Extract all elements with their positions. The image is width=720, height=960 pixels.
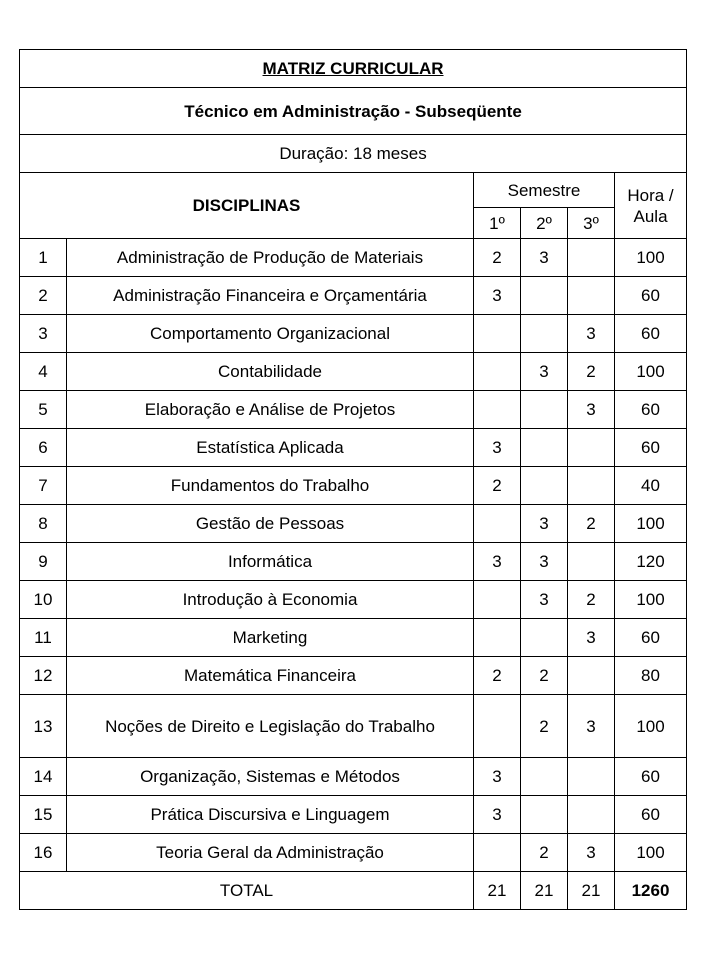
semester-2-hours: 3 [521, 505, 568, 543]
table-row [20, 543, 687, 581]
discipline-number: 3 [20, 315, 67, 353]
total-class-hours: 60 [615, 315, 687, 353]
total-class-hours: 100 [615, 581, 687, 619]
discipline-number: 7 [20, 467, 67, 505]
discipline-number: 14 [20, 758, 67, 796]
semester-2-hours [521, 391, 568, 429]
discipline-name: Gestão de Pessoas [67, 505, 474, 543]
total-class-hours: 60 [615, 758, 687, 796]
discipline-number: 13 [20, 695, 67, 758]
semester-3-hours: 2 [568, 581, 615, 619]
semester-1-hours: 2 [474, 657, 521, 695]
semester-1-hours [474, 695, 521, 758]
discipline-name: Estatística Aplicada [67, 429, 474, 467]
semester-3-hours: 2 [568, 353, 615, 391]
semester-2-hours: 3 [521, 239, 568, 277]
discipline-number: 6 [20, 429, 67, 467]
semester-3-hours: 3 [568, 619, 615, 657]
discipline-number: 15 [20, 796, 67, 834]
discipline-name: Teoria Geral da Administração [67, 834, 474, 872]
disciplines-header: DISCIPLINAS [20, 173, 474, 239]
duration-row [20, 135, 687, 173]
table-row [20, 581, 687, 619]
total-semester-2: 21 [521, 872, 568, 910]
discipline-name: Administração de Produção de Materiais [67, 239, 474, 277]
semester-1-hours [474, 834, 521, 872]
total-label: TOTAL [20, 872, 474, 910]
discipline-number: 16 [20, 834, 67, 872]
semester-1-hours [474, 391, 521, 429]
total-class-hours: 100 [615, 239, 687, 277]
semester-2-hours [521, 467, 568, 505]
total-semester-3: 21 [568, 872, 615, 910]
table-row [20, 796, 687, 834]
table-row [20, 758, 687, 796]
discipline-number: 12 [20, 657, 67, 695]
discipline-name: Matemática Financeira [67, 657, 474, 695]
semester-1-hours: 3 [474, 277, 521, 315]
semester-3-hours [568, 796, 615, 834]
semester-2-header: 2º [521, 208, 568, 239]
title-row [20, 50, 687, 88]
semester-2-hours: 2 [521, 834, 568, 872]
discipline-name: Contabilidade [67, 353, 474, 391]
table-row [20, 619, 687, 657]
semester-1-hours: 3 [474, 796, 521, 834]
semester-2-hours [521, 277, 568, 315]
total-class-hours: 60 [615, 429, 687, 467]
discipline-name: Fundamentos do Trabalho [67, 467, 474, 505]
semester-1-header: 1º [474, 208, 521, 239]
total-class-hours: 60 [615, 277, 687, 315]
total-class-hours: 60 [615, 619, 687, 657]
discipline-name: Informática [67, 543, 474, 581]
discipline-name: Administração Financeira e Orçamentária [67, 277, 474, 315]
table-row [20, 429, 687, 467]
semester-1-hours: 2 [474, 467, 521, 505]
semester-2-hours [521, 619, 568, 657]
semester-2-hours: 3 [521, 581, 568, 619]
total-row [20, 872, 687, 910]
curriculum-matrix-table [19, 49, 687, 910]
semester-1-hours [474, 581, 521, 619]
total-class-hours: 60 [615, 796, 687, 834]
total-class-hours: 100 [615, 695, 687, 758]
semester-3-hours: 3 [568, 315, 615, 353]
discipline-number: 11 [20, 619, 67, 657]
course-title: Técnico em Administração - Subseqüente [20, 88, 687, 135]
semester-2-hours: 2 [521, 695, 568, 758]
discipline-number: 2 [20, 277, 67, 315]
semester-2-hours: 3 [521, 353, 568, 391]
semester-1-hours: 3 [474, 429, 521, 467]
total-class-hours: 60 [615, 391, 687, 429]
discipline-number: 5 [20, 391, 67, 429]
total-hours: 1260 [615, 872, 687, 910]
semester-3-hours [568, 467, 615, 505]
total-class-hours: 100 [615, 505, 687, 543]
discipline-number: 8 [20, 505, 67, 543]
semester-1-hours [474, 353, 521, 391]
semester-3-header: 3º [568, 208, 615, 239]
discipline-name: Organização, Sistemas e Métodos [67, 758, 474, 796]
semester-2-hours [521, 429, 568, 467]
hours-header-label: Hora / Aula [627, 185, 674, 226]
semester-3-hours [568, 657, 615, 695]
semester-1-hours [474, 315, 521, 353]
table-row [20, 657, 687, 695]
total-class-hours: 100 [615, 353, 687, 391]
semester-header: Semestre [474, 173, 615, 208]
discipline-name: Marketing [67, 619, 474, 657]
header-row-top [20, 173, 687, 208]
table-row [20, 239, 687, 277]
semester-3-hours: 3 [568, 695, 615, 758]
semester-1-hours: 3 [474, 758, 521, 796]
total-class-hours: 80 [615, 657, 687, 695]
duration-text: Duração: 18 meses [20, 135, 687, 173]
semester-3-hours [568, 277, 615, 315]
table-row [20, 353, 687, 391]
semester-3-hours: 3 [568, 391, 615, 429]
semester-2-hours [521, 758, 568, 796]
semester-2-hours: 3 [521, 543, 568, 581]
semester-1-hours [474, 619, 521, 657]
semester-1-hours [474, 505, 521, 543]
discipline-number: 1 [20, 239, 67, 277]
total-class-hours: 120 [615, 543, 687, 581]
semester-2-hours [521, 796, 568, 834]
semester-3-hours [568, 543, 615, 581]
discipline-name: Prática Discursiva e Linguagem [67, 796, 474, 834]
discipline-number: 9 [20, 543, 67, 581]
table-row [20, 834, 687, 872]
discipline-name: Elaboração e Análise de Projetos [67, 391, 474, 429]
semester-3-hours [568, 429, 615, 467]
course-row [20, 88, 687, 135]
semester-1-hours: 3 [474, 543, 521, 581]
discipline-name: Comportamento Organizacional [67, 315, 474, 353]
hours-header [615, 173, 687, 239]
semester-2-hours: 2 [521, 657, 568, 695]
semester-3-hours [568, 758, 615, 796]
table-row [20, 391, 687, 429]
semester-2-hours [521, 315, 568, 353]
total-semester-1: 21 [474, 872, 521, 910]
discipline-number: 10 [20, 581, 67, 619]
document-title: MATRIZ CURRICULAR [20, 50, 687, 88]
discipline-number: 4 [20, 353, 67, 391]
semester-3-hours [568, 239, 615, 277]
discipline-name: Introdução à Economia [67, 581, 474, 619]
table-row [20, 315, 687, 353]
total-class-hours: 40 [615, 467, 687, 505]
semester-3-hours: 3 [568, 834, 615, 872]
table-row [20, 277, 687, 315]
table-row [20, 505, 687, 543]
total-class-hours: 100 [615, 834, 687, 872]
semester-1-hours: 2 [474, 239, 521, 277]
table-row [20, 467, 687, 505]
discipline-name: Noções de Direito e Legislação do Trabalho [67, 695, 474, 758]
semester-3-hours: 2 [568, 505, 615, 543]
table-row [20, 695, 687, 758]
